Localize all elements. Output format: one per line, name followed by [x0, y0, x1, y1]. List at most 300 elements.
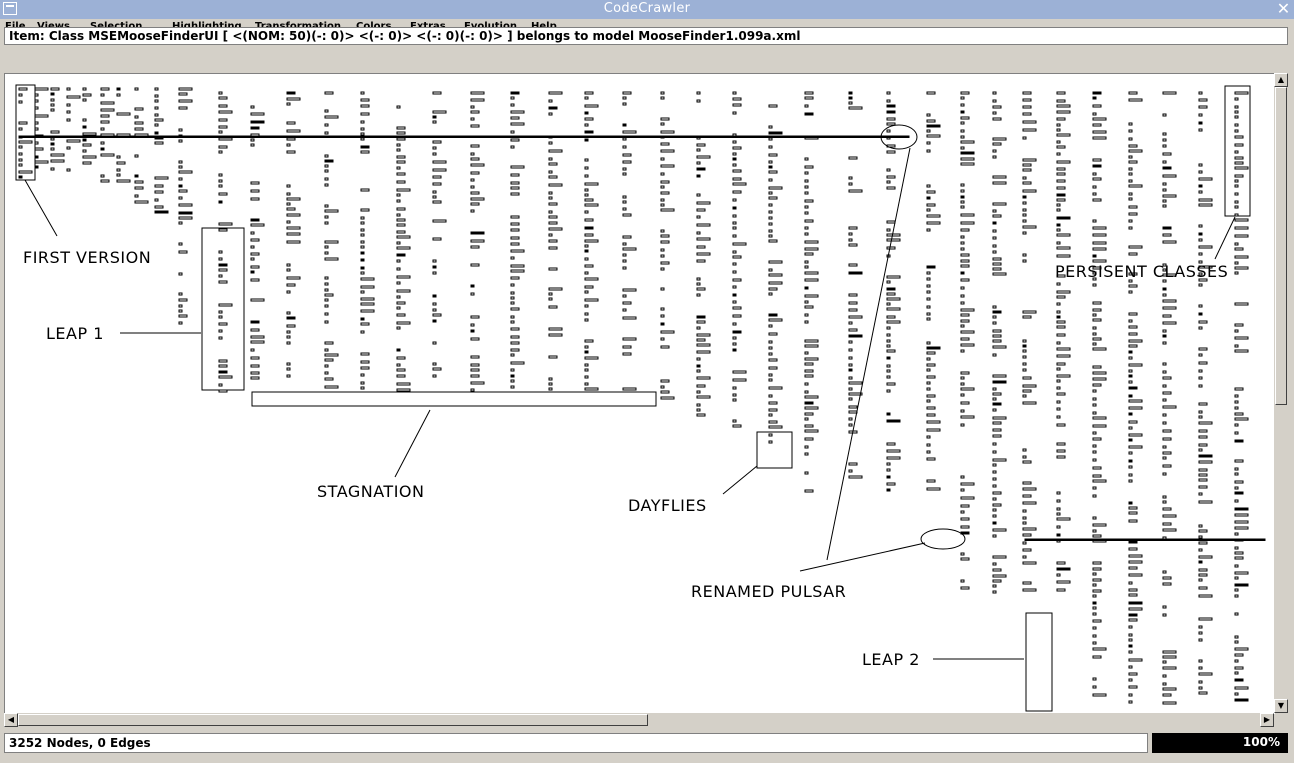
class-node	[1057, 291, 1070, 293]
class-node	[1023, 456, 1026, 458]
class-node	[1057, 217, 1070, 219]
arrow-left-icon[interactable]: ◀	[4, 713, 18, 727]
class-node	[623, 317, 636, 319]
class-node	[961, 201, 964, 203]
class-node	[1129, 446, 1142, 448]
class-node	[993, 230, 996, 232]
class-node	[849, 357, 852, 359]
class-node	[585, 234, 593, 236]
class-node	[179, 166, 182, 168]
class-node	[1235, 180, 1238, 182]
class-node	[1093, 199, 1101, 201]
class-node	[179, 204, 192, 206]
class-node	[661, 262, 669, 264]
class-node	[1235, 337, 1248, 339]
class-node	[993, 322, 996, 324]
class-node	[1023, 209, 1026, 211]
class-node	[1199, 204, 1212, 206]
class-node	[993, 556, 1006, 558]
class-node	[1199, 411, 1202, 413]
class-node	[585, 131, 593, 133]
class-node	[697, 283, 700, 285]
class-node	[1235, 106, 1238, 108]
class-node	[887, 181, 890, 183]
class-node	[1023, 488, 1036, 490]
class-node	[623, 309, 626, 311]
class-node	[325, 354, 338, 356]
arrow-up-icon[interactable]: ▲	[1274, 73, 1288, 87]
class-node	[511, 182, 519, 184]
class-node	[1199, 114, 1202, 116]
class-node	[769, 333, 777, 335]
class-node	[1199, 178, 1212, 180]
class-node	[251, 266, 259, 268]
class-node	[83, 99, 86, 101]
label-renamed-pulsar: RENAMED PULSAR	[691, 582, 847, 601]
class-node	[19, 141, 32, 143]
class-node	[1057, 187, 1065, 189]
class-node	[219, 229, 227, 231]
class-node	[361, 361, 369, 363]
class-node	[361, 323, 369, 325]
class-node	[927, 209, 930, 211]
class-node	[1093, 131, 1106, 133]
class-node	[219, 360, 227, 362]
horizontal-scroll-thumb[interactable]	[18, 714, 648, 726]
class-node	[1023, 363, 1026, 365]
class-node	[769, 314, 777, 316]
class-node	[1163, 241, 1176, 243]
class-node	[805, 97, 813, 99]
class-node	[1235, 413, 1243, 415]
class-node	[117, 113, 130, 115]
class-node	[433, 295, 436, 297]
class-node	[961, 152, 974, 154]
class-node	[117, 94, 120, 96]
class-node	[697, 365, 700, 367]
class-node	[251, 121, 264, 123]
class-node	[849, 377, 852, 379]
class-node	[1093, 467, 1101, 469]
class-node	[993, 176, 1006, 178]
class-node	[927, 298, 930, 300]
class-node	[1129, 673, 1137, 675]
class-node	[927, 451, 930, 453]
class-node	[433, 309, 436, 311]
class-node	[887, 345, 890, 347]
class-node	[661, 235, 669, 237]
class-node	[251, 365, 259, 367]
class-node	[1129, 168, 1132, 170]
class-node	[849, 329, 857, 331]
close-icon[interactable]: ✕	[1276, 0, 1291, 18]
class-node	[585, 167, 588, 169]
class-node	[1235, 201, 1238, 203]
class-node	[733, 153, 736, 155]
class-node	[511, 187, 519, 189]
class-node	[35, 115, 48, 117]
class-node	[961, 344, 974, 346]
class-node	[887, 376, 890, 378]
class-node	[805, 158, 808, 160]
class-node	[1023, 190, 1036, 192]
class-node	[1235, 167, 1248, 169]
class-node	[117, 174, 120, 176]
class-node	[251, 224, 264, 226]
label-stagnation: STAGNATION	[317, 482, 425, 501]
class-node	[1129, 626, 1132, 628]
class-node	[585, 369, 588, 371]
class-node	[511, 174, 519, 176]
class-node	[1057, 168, 1065, 170]
class-node	[433, 375, 436, 377]
class-node	[1163, 473, 1166, 475]
class-node	[35, 148, 43, 150]
class-node	[733, 191, 741, 193]
class-node	[993, 575, 1006, 577]
class-node	[471, 92, 484, 94]
class-node	[219, 323, 227, 325]
class-node	[887, 476, 890, 478]
class-node	[961, 117, 969, 119]
horizontal-scrollbar[interactable]	[4, 713, 1274, 727]
class-node	[1057, 518, 1070, 520]
class-node	[1235, 487, 1238, 489]
class-node	[1093, 384, 1101, 386]
class-node	[397, 156, 405, 158]
class-node	[1163, 702, 1176, 704]
class-node	[805, 287, 808, 289]
vertical-scroll-thumb[interactable]	[1275, 87, 1287, 405]
class-node	[1129, 92, 1137, 94]
class-node	[219, 180, 222, 182]
class-node	[1235, 508, 1248, 510]
class-node	[1093, 620, 1101, 622]
class-node	[993, 215, 1001, 217]
class-node	[961, 394, 964, 396]
class-node	[733, 379, 746, 381]
class-node	[1235, 679, 1243, 681]
class-node	[1235, 547, 1238, 549]
pulsar-ellipse-bottom	[921, 529, 965, 549]
class-node	[927, 306, 930, 308]
class-node	[769, 223, 772, 225]
class-node	[1199, 549, 1202, 551]
class-node	[1199, 225, 1202, 227]
class-node	[19, 171, 32, 173]
class-node	[769, 235, 772, 237]
class-node	[697, 391, 700, 393]
class-node	[805, 446, 808, 448]
class-node	[1199, 501, 1212, 503]
class-node	[697, 321, 705, 323]
class-node	[1199, 525, 1202, 527]
class-node	[1163, 399, 1166, 401]
class-node	[1163, 183, 1166, 185]
class-node	[769, 434, 772, 436]
class-node	[1093, 475, 1101, 477]
class-node	[1057, 224, 1060, 226]
class-node	[1235, 460, 1243, 462]
class-node	[1093, 562, 1101, 564]
class-node	[961, 196, 964, 198]
class-node	[101, 94, 104, 96]
class-node	[179, 251, 187, 253]
class-node	[1235, 350, 1248, 352]
class-node	[1235, 533, 1238, 535]
class-node	[549, 197, 552, 199]
class-node	[1129, 351, 1132, 353]
class-node	[1235, 473, 1238, 475]
class-node	[1093, 302, 1101, 304]
class-node	[19, 153, 22, 155]
class-node	[585, 250, 588, 252]
class-node	[511, 223, 519, 225]
class-node	[1199, 253, 1202, 255]
class-node	[155, 177, 168, 179]
class-node	[993, 156, 996, 158]
class-node	[623, 289, 636, 291]
class-node	[1129, 357, 1132, 359]
class-node	[1199, 569, 1207, 571]
class-node	[887, 350, 895, 352]
class-node	[1129, 645, 1132, 647]
class-node	[733, 92, 736, 94]
class-node	[1129, 180, 1132, 182]
class-node	[1129, 474, 1132, 476]
class-node	[511, 139, 519, 141]
class-node	[549, 216, 557, 218]
class-node	[325, 289, 328, 291]
class-node	[511, 237, 519, 239]
class-node	[927, 204, 935, 206]
class-node	[661, 230, 664, 232]
class-node	[1199, 632, 1202, 634]
class-node	[1093, 642, 1096, 644]
class-node	[993, 311, 1001, 313]
class-node	[251, 377, 259, 379]
arrow-down-icon[interactable]: ▼	[1274, 699, 1288, 713]
class-node	[961, 483, 974, 485]
class-node	[585, 305, 588, 307]
class-node	[805, 413, 813, 415]
class-node	[251, 357, 259, 359]
class-node	[361, 387, 364, 389]
class-node	[1235, 388, 1243, 390]
vertical-scrollbar[interactable]	[1274, 73, 1288, 713]
class-node	[993, 443, 996, 445]
class-node	[155, 88, 158, 90]
class-node	[1129, 381, 1132, 383]
class-node	[179, 171, 192, 173]
class-node	[361, 229, 364, 231]
class-node	[1093, 220, 1096, 222]
class-node	[1023, 182, 1031, 184]
class-node	[1057, 100, 1065, 102]
class-node	[961, 158, 974, 160]
class-node	[135, 128, 143, 130]
class-node	[1199, 579, 1202, 581]
class-node	[887, 308, 900, 310]
arrow-right-icon[interactable]: ▶	[1260, 713, 1274, 727]
class-node	[1023, 522, 1026, 524]
class-node	[251, 106, 254, 108]
class-node	[585, 211, 588, 213]
class-node	[1129, 541, 1137, 543]
class-node	[585, 227, 593, 229]
class-node	[361, 151, 369, 153]
class-node	[1199, 444, 1207, 446]
class-node	[287, 130, 300, 132]
class-node	[397, 349, 400, 351]
class-node	[19, 122, 27, 124]
class-node	[179, 222, 182, 224]
class-node	[623, 353, 631, 355]
class-node	[623, 131, 636, 133]
class-node	[1163, 675, 1166, 677]
class-node	[1093, 314, 1096, 316]
class-node	[887, 357, 890, 359]
class-node	[623, 236, 631, 238]
class-node	[697, 404, 700, 406]
class-node	[287, 208, 295, 210]
class-node	[993, 464, 996, 466]
class-node	[733, 331, 741, 333]
class-node	[251, 329, 259, 331]
class-node	[1129, 452, 1132, 454]
class-node	[1163, 322, 1176, 324]
class-node	[1093, 432, 1096, 434]
class-node	[805, 295, 818, 297]
class-node	[397, 127, 405, 129]
class-node	[287, 214, 300, 216]
class-node	[219, 126, 227, 128]
class-node	[433, 153, 436, 155]
class-node	[433, 183, 441, 185]
class-node	[1163, 175, 1176, 177]
class-node	[733, 394, 736, 396]
class-node	[993, 222, 996, 224]
class-node	[1093, 398, 1096, 400]
class-node	[697, 377, 710, 379]
class-node	[219, 275, 222, 277]
class-node	[1057, 124, 1060, 126]
class-node	[155, 199, 158, 201]
class-node	[1163, 406, 1176, 408]
class-node	[1163, 392, 1171, 394]
class-node	[287, 375, 290, 377]
class-node	[1199, 348, 1207, 350]
class-node	[927, 130, 930, 132]
class-node	[83, 144, 91, 146]
class-node	[769, 269, 772, 271]
class-node	[251, 258, 254, 260]
label-leap1: LEAP 1	[46, 324, 104, 343]
class-node	[1163, 496, 1166, 498]
class-node	[993, 388, 996, 390]
class-node	[135, 195, 138, 197]
class-node	[179, 217, 192, 219]
class-node	[1129, 520, 1137, 522]
class-node	[805, 314, 808, 316]
class-node	[219, 92, 222, 94]
class-node	[623, 302, 631, 304]
class-node	[769, 441, 772, 443]
class-node	[849, 227, 857, 229]
class-node	[585, 199, 593, 201]
class-node	[769, 197, 777, 199]
class-node	[887, 169, 890, 171]
class-node	[471, 203, 479, 205]
class-node	[549, 92, 562, 94]
class-node	[219, 105, 227, 107]
class-node	[1023, 495, 1031, 497]
class-node	[1093, 686, 1096, 688]
class-node	[219, 223, 232, 225]
class-node	[1163, 139, 1166, 141]
class-node	[585, 319, 588, 321]
class-node	[769, 341, 772, 343]
class-node	[1057, 180, 1065, 182]
class-node	[1093, 227, 1106, 229]
class-node	[961, 260, 969, 262]
class-node	[471, 210, 474, 212]
class-node	[1093, 165, 1101, 167]
class-node	[1023, 549, 1031, 551]
class-node	[549, 107, 557, 109]
class-nodes	[19, 88, 1265, 704]
class-node	[511, 316, 514, 318]
class-node	[1057, 380, 1060, 382]
class-node	[769, 282, 782, 284]
class-node	[849, 309, 857, 311]
class-node	[1129, 666, 1132, 668]
class-node	[1093, 390, 1096, 392]
label-first-version: FIRST VERSION	[23, 248, 152, 267]
class-node	[993, 100, 996, 102]
class-node	[1199, 239, 1202, 241]
class-node	[549, 268, 557, 270]
class-node	[51, 99, 54, 101]
class-node	[1199, 681, 1202, 683]
class-node	[1129, 130, 1132, 132]
class-node	[433, 121, 436, 123]
class-node	[1235, 144, 1243, 146]
class-node	[733, 294, 736, 296]
class-node	[471, 246, 479, 248]
class-node	[927, 358, 930, 360]
class-node	[887, 105, 895, 107]
class-node	[769, 138, 772, 140]
class-node	[433, 363, 436, 365]
class-node	[325, 165, 328, 167]
class-node	[1199, 667, 1202, 669]
class-node	[471, 111, 479, 113]
class-node	[433, 266, 436, 268]
class-node	[733, 337, 736, 339]
class-node	[887, 118, 895, 120]
class-node	[1199, 354, 1202, 356]
class-node	[361, 113, 369, 115]
class-node	[1057, 368, 1060, 370]
class-node	[661, 143, 669, 145]
class-node	[1163, 523, 1171, 525]
class-node	[769, 217, 772, 219]
class-node	[1235, 418, 1248, 420]
visualization-canvas[interactable]	[4, 73, 1275, 714]
class-node	[1199, 687, 1202, 689]
class-node	[769, 414, 772, 416]
